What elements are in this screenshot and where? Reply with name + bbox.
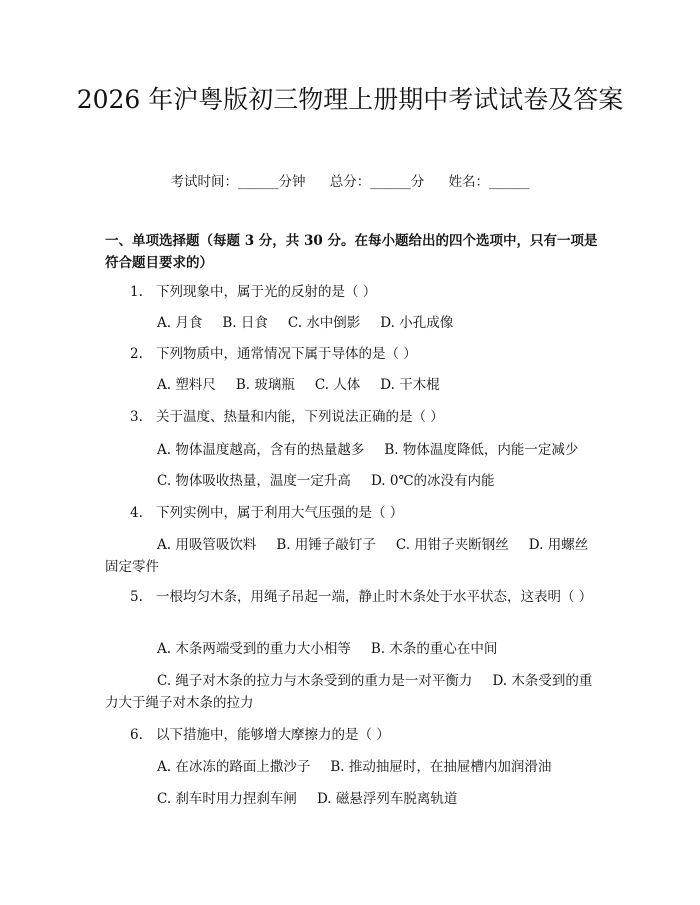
question-3-options-row-1 <box>105 439 600 461</box>
question-number: 1. <box>130 284 143 300</box>
option-b: B. 日食 <box>222 315 268 331</box>
question-2 <box>105 343 600 365</box>
option-a: A. 用吸管吸饮料 <box>157 537 257 553</box>
option-c: C. 人体 <box>314 377 361 393</box>
total-score-field: 总分：______分 <box>329 174 425 190</box>
question-5 <box>105 586 600 608</box>
question-number: 6. <box>130 727 143 743</box>
question-stem: 以下措施中，能够增大摩擦力的是（ ） <box>156 727 390 743</box>
question-6 <box>105 724 600 746</box>
option-d: D. 木条受到的重力大于绳子对木条的拉力 <box>105 673 593 711</box>
option-b: B. 用锤子敲钉子 <box>276 537 376 553</box>
option-b: B. 物体温度降低，内能一定减少 <box>384 442 579 458</box>
question-3 <box>105 406 600 428</box>
question-1 <box>105 281 600 303</box>
question-number: 5. <box>130 589 143 605</box>
section-heading: 一、单项选择题（每题 3 分，共 30 分。在每小题给出的四个选项中，只有一项是符合题目要求的） <box>105 233 598 271</box>
exam-meta <box>0 170 700 190</box>
question-5-options-row-1 <box>105 638 600 660</box>
question-stem: 下列实例中，属于利用大气压强的是（ ） <box>156 505 404 521</box>
question-number: 4. <box>130 505 143 521</box>
option-a: A. 月食 <box>157 315 203 331</box>
option-c: C. 刹车时用力捏刹车闸 <box>157 791 297 807</box>
option-d: D. 小孔成像 <box>380 315 454 331</box>
option-b: B. 木条的重心在中间 <box>370 641 498 657</box>
option-a: A. 在冰冻的路面上撒沙子 <box>157 759 311 775</box>
option-a: A. 木条两端受到的重力大小相等 <box>157 641 351 657</box>
question-stem: 下列现象中，属于光的反射的是（ ） <box>156 284 377 300</box>
question-stem: 下列物质中，通常情况下属于导体的是（ ） <box>156 346 417 362</box>
page-title: 2026 年沪粤版初三物理上册期中考试试卷及答案 <box>76 85 624 114</box>
option-b: B. 玻璃瓶 <box>235 377 295 393</box>
student-name-field: 姓名：______ <box>448 174 530 190</box>
question-stem: 关于温度、热量和内能，下列说法正确的是（ ） <box>156 409 444 425</box>
option-d: D. 用螺丝固定零件 <box>105 537 589 575</box>
question-6-options-row-1 <box>105 756 600 778</box>
question-3-options-row-2 <box>105 470 600 492</box>
question-6-options-row-2 <box>105 788 600 810</box>
option-a: A. 塑料尺 <box>157 377 216 393</box>
question-4-options <box>105 534 600 578</box>
option-d: D. 0℃的冰没有内能 <box>370 473 495 489</box>
question-1-options <box>105 312 600 334</box>
question-5-options-row-2 <box>105 670 600 714</box>
option-c: C. 物体吸收热量，温度一定升高 <box>157 473 351 489</box>
question-2-options <box>105 374 600 396</box>
option-c: C. 绳子对木条的拉力与木条受到的重力是一对平衡力 <box>157 673 473 689</box>
option-d: D. 干木棍 <box>380 377 440 393</box>
question-stem: 一根均匀木条，用绳子吊起一端，静止时木条处于水平状态，这表明（ ） <box>156 589 593 605</box>
option-a: A. 物体温度越高，含有的热量越多 <box>157 442 365 458</box>
option-c: C. 用钳子夹断钢丝 <box>395 537 509 553</box>
option-c: C. 水中倒影 <box>287 315 361 331</box>
exam-time-field: 考试时间：______分钟 <box>170 174 306 190</box>
option-b: B. 推动抽屉时，在抽屉槽内加润滑油 <box>330 759 552 775</box>
question-number: 2. <box>130 346 143 362</box>
option-d: D. 磁悬浮列车脱离轨道 <box>316 791 458 807</box>
question-4 <box>105 502 600 524</box>
question-number: 3. <box>130 409 143 425</box>
